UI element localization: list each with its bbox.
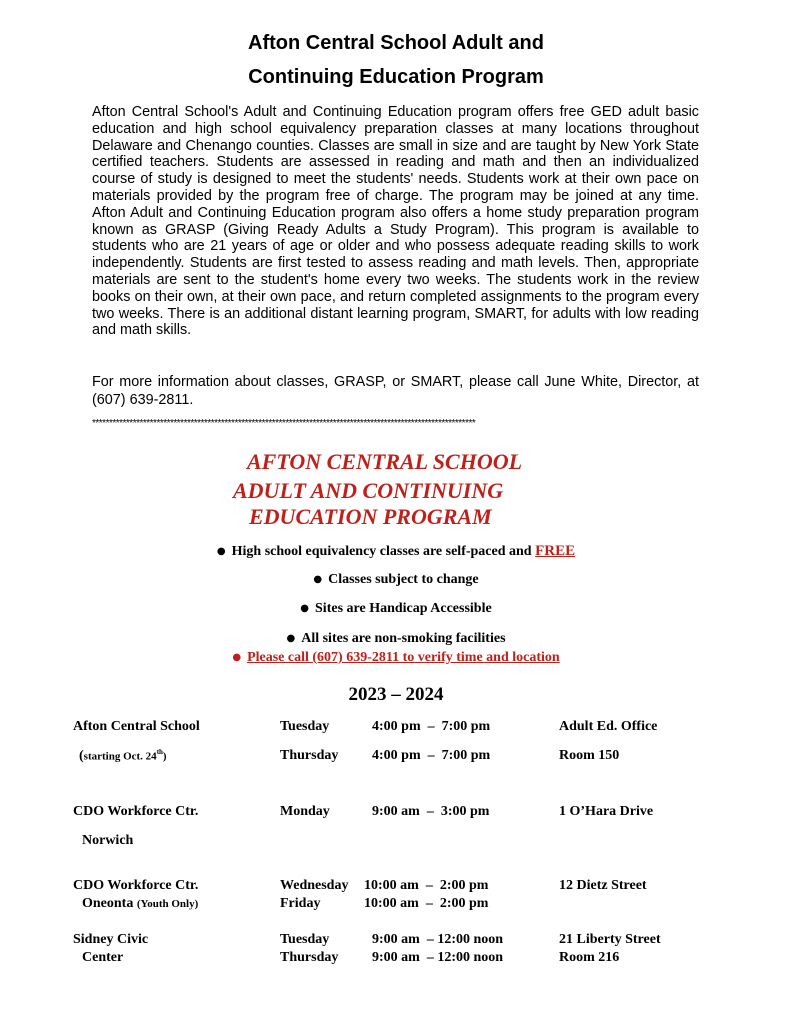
- bullet-non-smoking: [0, 631, 792, 647]
- sidney-day1: Tuesday: [280, 932, 330, 947]
- afton-loc2: Room 150: [559, 748, 620, 763]
- site-oneonta: CDO Workforce Ctr.: [73, 878, 199, 893]
- bullet-subject-to-change: [0, 572, 792, 588]
- intro-paragraph: Afton Central School's Adult and Continuing Education program offers free GED adult basic education and high school equivalency preparation classes at many locations throughout Delaware and Chenango counties. Classes are small in size and are taught by New York State certified teachers. Students are assessed in reading and math and then an individualized course of study is designed to meet the students' needs. Students work at their own pace on materials provided by the program free of charge. The program may be joined at any time. Afton Adult and Continuing Education program also offers a home study preparation program known as GRASP (Giving Ready Adults a Study Program). This program is available to students who are 21 years of age or older and who possess adequate reading skills to work independently. Students are first tested to assess reading and math levels. Then, appropriate materials are sent to the student's home every two weeks. The students work in the review books on their own, at their own pace, and return completed assignments to the program every two weeks. There is an additional distant learning program, SMART, for adults with low reading and math skills.: [92, 104, 699, 339]
- bullet-call-to-verify: [0, 650, 792, 666]
- program-title-line1: AFTON CENTRAL SCHOOL: [247, 449, 523, 474]
- afton-day1: Tuesday: [280, 719, 330, 734]
- schedule-year: 2023 – 2024: [348, 684, 444, 705]
- sidney-time2: 9:00 am – 12:00 noon: [372, 950, 504, 965]
- site-afton-note-close: ): [162, 750, 167, 763]
- bullet-handicap-accessible-text: Sites are Handicap Accessible: [315, 601, 492, 616]
- free-highlight: FREE: [535, 543, 576, 559]
- site-sidney: Sidney Civic: [73, 932, 149, 947]
- site-oneonta-youth-note: (Youth Only): [136, 898, 199, 910]
- contact-paragraph: For more information about classes, GRASP, or SMART, please call June White, Director, at (607) 639-2811.: [92, 374, 699, 408]
- site-norwich-city: Norwich: [82, 833, 134, 848]
- site-oneonta-city-name: Oneonta: [82, 896, 134, 911]
- site-afton: Afton Central School: [73, 719, 200, 734]
- sidney-loc1: 21 Liberty Street: [559, 932, 661, 947]
- bullet-subject-to-change-text: Classes subject to change: [328, 572, 479, 587]
- sidney-time1: 9:00 am – 12:00 noon: [372, 932, 504, 947]
- norwich-time1: 9:00 am – 3:00 pm: [372, 804, 490, 819]
- bullet-dot-icon: ●: [216, 546, 226, 557]
- bullet-handicap-accessible: [0, 601, 792, 617]
- site-sidney-line2: Center: [82, 950, 124, 965]
- site-afton-note-open: (: [79, 748, 84, 764]
- afton-time2: 4:00 pm – 7:00 pm: [372, 748, 491, 763]
- bullet-self-paced-text: High school equivalency classes are self-paced and: [231, 544, 532, 559]
- afton-day2: Thursday: [280, 748, 339, 763]
- afton-loc1: Adult Ed. Office: [559, 719, 658, 734]
- oneonta-day2: Friday: [280, 896, 321, 911]
- doc-title-line2: Continuing Education Program: [248, 66, 544, 88]
- bullet-non-smoking-text: All sites are non-smoking facilities: [301, 631, 506, 646]
- afton-time1: 4:00 pm – 7:00 pm: [372, 719, 491, 734]
- sidney-loc2: Room 216: [559, 950, 620, 965]
- site-afton-note: [79, 748, 167, 765]
- doc-title-line1: Afton Central School Adult and: [248, 32, 544, 54]
- bullet-dot-icon: ●: [232, 652, 242, 663]
- site-norwich: CDO Workforce Ctr.: [73, 804, 199, 819]
- program-title-line2: ADULT AND CONTINUING: [233, 478, 504, 503]
- oneonta-day1: Wednesday: [280, 878, 349, 893]
- site-afton-note-text: starting Oct. 24: [83, 750, 157, 763]
- oneonta-time1: 10:00 am – 2:00 pm: [364, 878, 489, 893]
- bullet-call-to-verify-text: Please call (607) 639-2811 to verify time and location: [247, 650, 560, 665]
- program-title-line3: EDUCATION PROGRAM: [249, 504, 492, 529]
- site-oneonta-city: [82, 896, 198, 912]
- norwich-day1: Monday: [280, 804, 330, 819]
- bullet-self-paced: [0, 543, 792, 560]
- site-afton-note-sup: th: [156, 748, 163, 756]
- norwich-loc1: 1 O’Hara Drive: [559, 804, 654, 819]
- oneonta-loc1: 12 Dietz Street: [559, 878, 647, 893]
- bullet-dot-icon: ●: [300, 603, 310, 614]
- oneonta-time2: 10:00 am – 2:00 pm: [364, 896, 489, 911]
- bullet-dot-icon: ●: [286, 633, 296, 644]
- sidney-day2: Thursday: [280, 950, 339, 965]
- bullet-dot-icon: ●: [313, 574, 323, 585]
- asterisk-divider: *****************************************************************************************************************: [92, 418, 476, 429]
